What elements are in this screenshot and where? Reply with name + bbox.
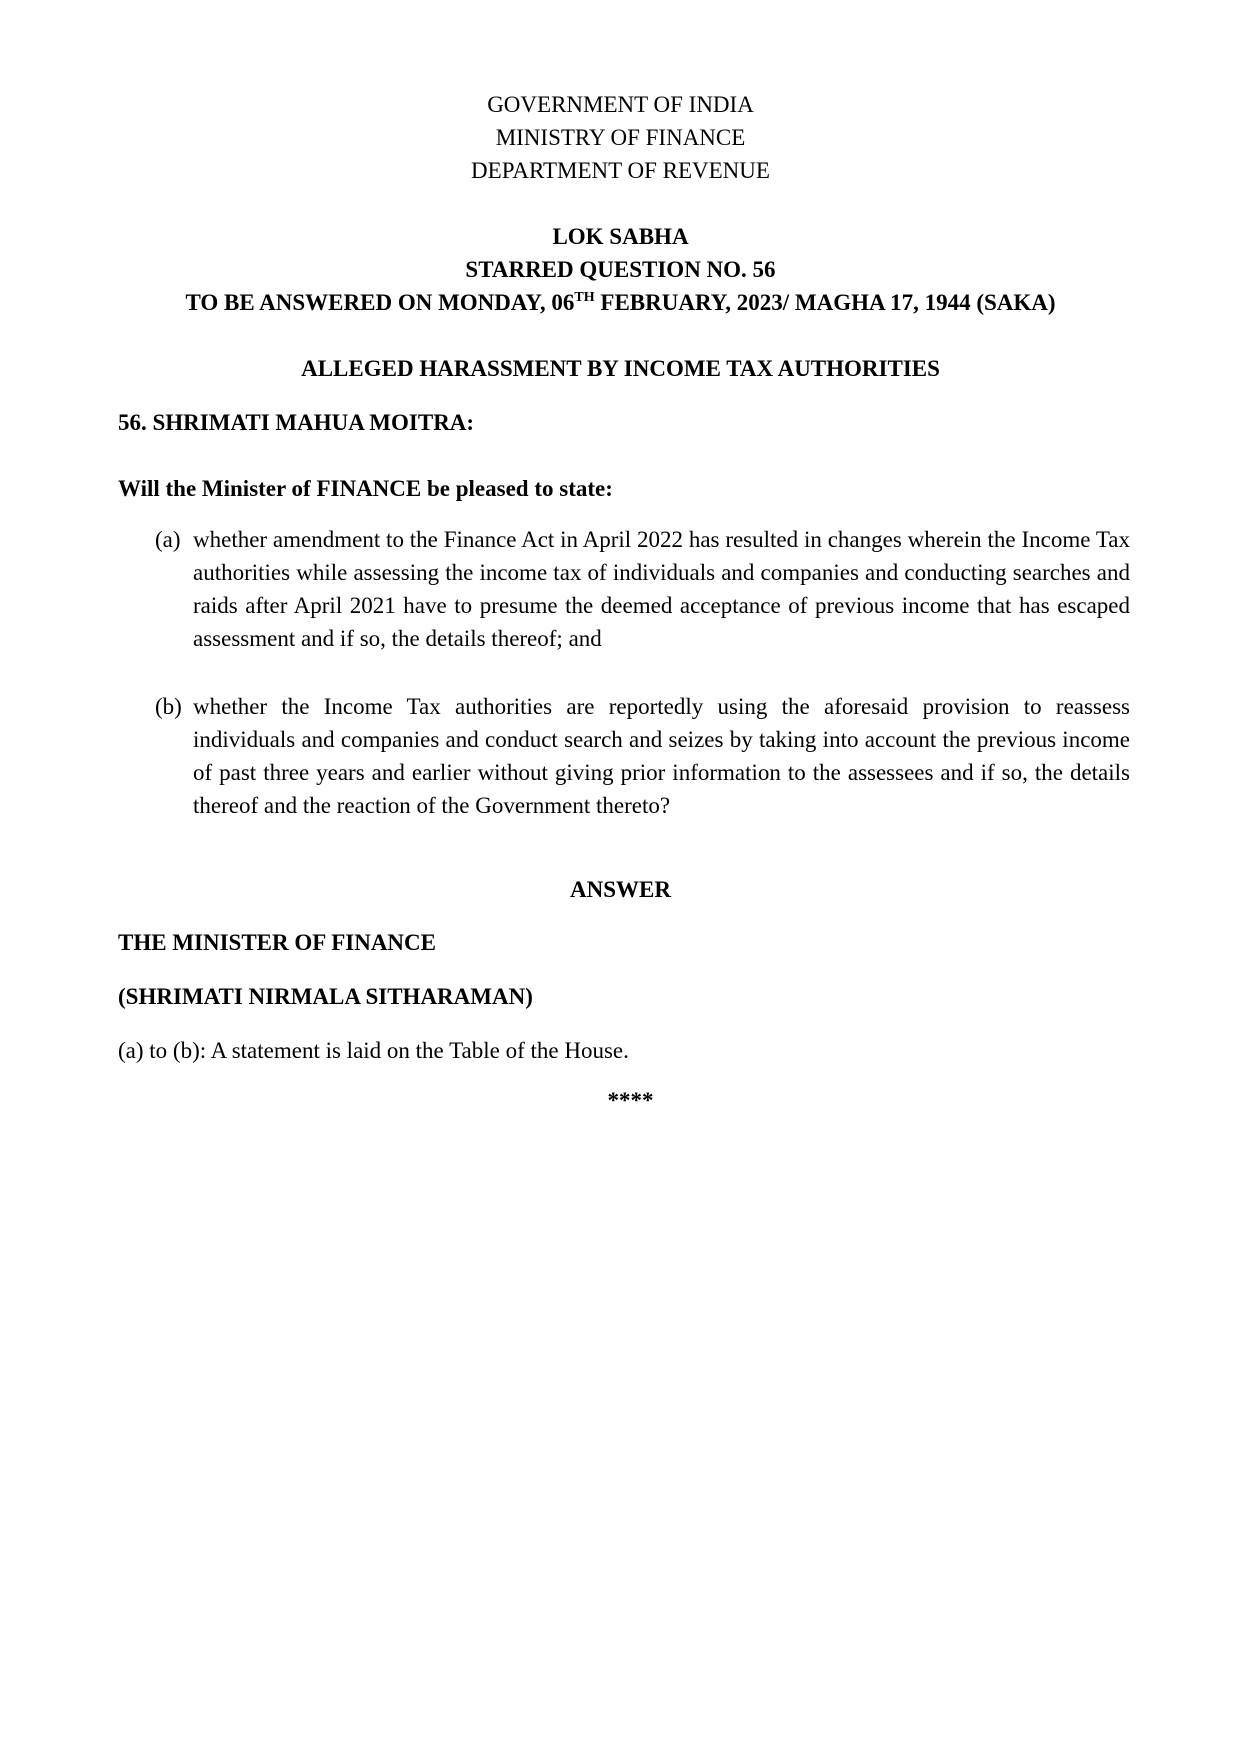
answer-date (0, 286, 1241, 323)
header-government: GOVERNMENT OF INDIA (487, 92, 754, 117)
question-item-a (155, 523, 1130, 655)
question-text: whether amendment to the Finance Act in April 2022 has resulted in changes wherein the Income Tax authorities while assessing the income tax of individuals and companies and conducting searches and raids after April 2021 have to presume the deemed acceptance of previous income that has escaped assessment and if so, the details thereof; and (193, 527, 1130, 651)
question-prompt: Will the Minister of FINANCE be pleased to state: (118, 476, 613, 501)
answer-date-superscript: TH (574, 290, 595, 305)
answer-date-suffix: FEBRUARY, 2023/ MAGHA 17, 1944 (SAKA) (594, 290, 1056, 315)
question-letter: (b) (155, 694, 182, 719)
header-ministry: MINISTRY OF FINANCE (495, 125, 746, 150)
member-name: 56. SHRIMATI MAHUA MOITRA: (118, 410, 475, 435)
header-department: DEPARTMENT OF REVENUE (471, 158, 770, 183)
question-number: STARRED QUESTION NO. 56 (465, 257, 776, 282)
question-item-b (155, 690, 1130, 822)
question-text: whether the Income Tax authorities are reportedly using the aforesaid provision to reassess individuals and companies and conduct search and seizes by taking into account the previous income of past three years and earlier without giving prior information to the assessees and if so, the details thereof and the reaction of the Government thereto? (193, 694, 1130, 818)
minister-name: (SHRIMATI NIRMALA SITHARAMAN) (118, 984, 533, 1009)
minister-title: THE MINISTER OF FINANCE (118, 930, 436, 955)
answer-date-prefix: TO BE ANSWERED ON MONDAY, 06 (185, 290, 575, 315)
question-subject: ALLEGED HARASSMENT BY INCOME TAX AUTHORITIES (301, 356, 940, 381)
question-letter: (a) (155, 527, 181, 552)
house-title: LOK SABHA (552, 224, 689, 249)
answer-heading: ANSWER (570, 877, 671, 902)
end-mark: **** (607, 1088, 654, 1113)
answer-statement: (a) to (b): A statement is laid on the Table of the House. (118, 1038, 629, 1063)
